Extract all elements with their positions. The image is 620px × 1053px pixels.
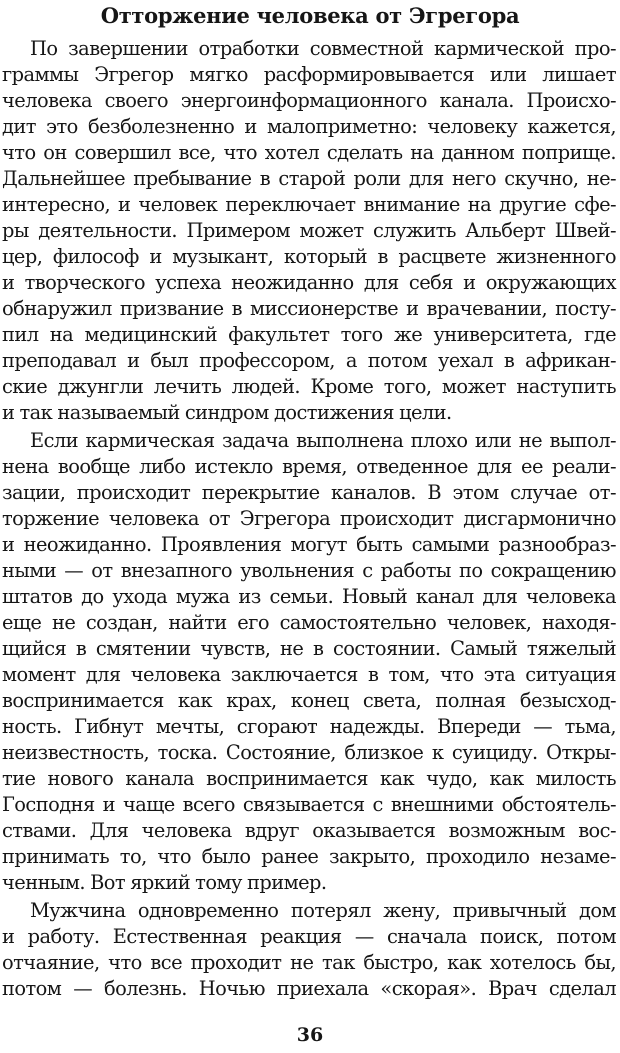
text-line: ские джунгли лечить людей. Кроме того, может наступить [2, 375, 616, 398]
text-line: цер, философ и музыкант, который в расцвете жизненного [2, 245, 616, 268]
text-line: принимать то, что было ранее закрыто, проходило незаме- [2, 845, 616, 868]
text-line: пил на медицинский факультет того же университета, где [2, 323, 616, 346]
text-line: Мужчина одновременно потерял жену, привычный дом [30, 899, 616, 922]
text-line: человека своего энергоинформационного канала. Происхо- [2, 89, 616, 112]
text-line: момент для человека заключается в том, что эта ситуация [2, 663, 616, 686]
text-line: воспринимается как крах, конец света, полная безысход- [2, 689, 616, 712]
text-line: дит это безболезненно и малоприметно: человеку кажется, [2, 115, 616, 138]
text-line: что он совершил все, что хотел сделать на данном поприще. [2, 141, 616, 164]
text-line: щийся в смятении чувств, не в состоянии. Самый тяжелый [2, 637, 616, 660]
text-line: Дальнейшее пребывание в старой роли для него скучно, не- [2, 167, 616, 190]
text-line: отчаяние, что все проходит не так быстро, как хотелось бы, [2, 951, 616, 974]
section-title: Отторжение человека от Эгрегора [100, 3, 520, 28]
text-line: Если кармическая задача выполнена плохо или не выпол- [30, 429, 616, 452]
text-line: торжение человека от Эгрегора происходит дисгармонично [2, 507, 616, 530]
text-line: и работу. Естественная реакция — сначала поиск, потом [2, 925, 616, 948]
text-line: штатов до ухода мужа из семьи. Новый канал для человека [2, 585, 616, 608]
text-line: ность. Гибнут мечты, сгорают надежды. Впереди — тьма, [2, 715, 616, 738]
text-line: зации, происходит перекрытие каналов. В этом случае от- [2, 481, 616, 504]
text-line: По завершении отработки совместной кармической про- [30, 37, 616, 60]
text-line: Господня и чаще всего связывается с внешними обстоятель- [2, 793, 616, 816]
text-line: ствами. Для человека вдруг оказывается возможным вос- [2, 819, 616, 842]
text-line: преподавал и был профессором, а потом уехал в африкан- [2, 349, 616, 372]
text-line: ченным. Вот яркий тому пример. [2, 871, 327, 894]
text-line: неизвестность, тоска. Состояние, близкое к суициду. Откры- [2, 741, 616, 764]
text-line: ными — от внезапного увольнения с работы по сокращению [2, 559, 616, 582]
text-line: ры деятельности. Примером может служить Альберт Швей- [2, 219, 616, 242]
text-line: нена вообще либо истекло время, отведенное для ее реали- [2, 455, 616, 478]
text-line: и творческого успеха неожиданно для себя и окружающих [2, 271, 616, 294]
text-line: и неожиданно. Проявления могут быть самыми разнообраз- [2, 533, 616, 556]
text-line: и так называемый синдром достижения цели. [2, 401, 452, 424]
text-line: еще не создан, найти его самостоятельно человек, находя- [2, 611, 616, 634]
text-line: тие нового канала воспринимается как чудо, как милость [2, 767, 616, 790]
text-line: обнаружил призвание в миссионерстве и врачевании, посту- [2, 297, 616, 320]
text-line: интересно, и человек переключает внимание на другие сфе- [2, 193, 616, 216]
text-line: потом — болезнь. Ночью приехала «скорая». Врач сделал [2, 977, 616, 1000]
text-line: граммы Эгрегор мягко расформировывается или лишает [2, 63, 616, 86]
page-number: 36 [296, 1024, 324, 1046]
